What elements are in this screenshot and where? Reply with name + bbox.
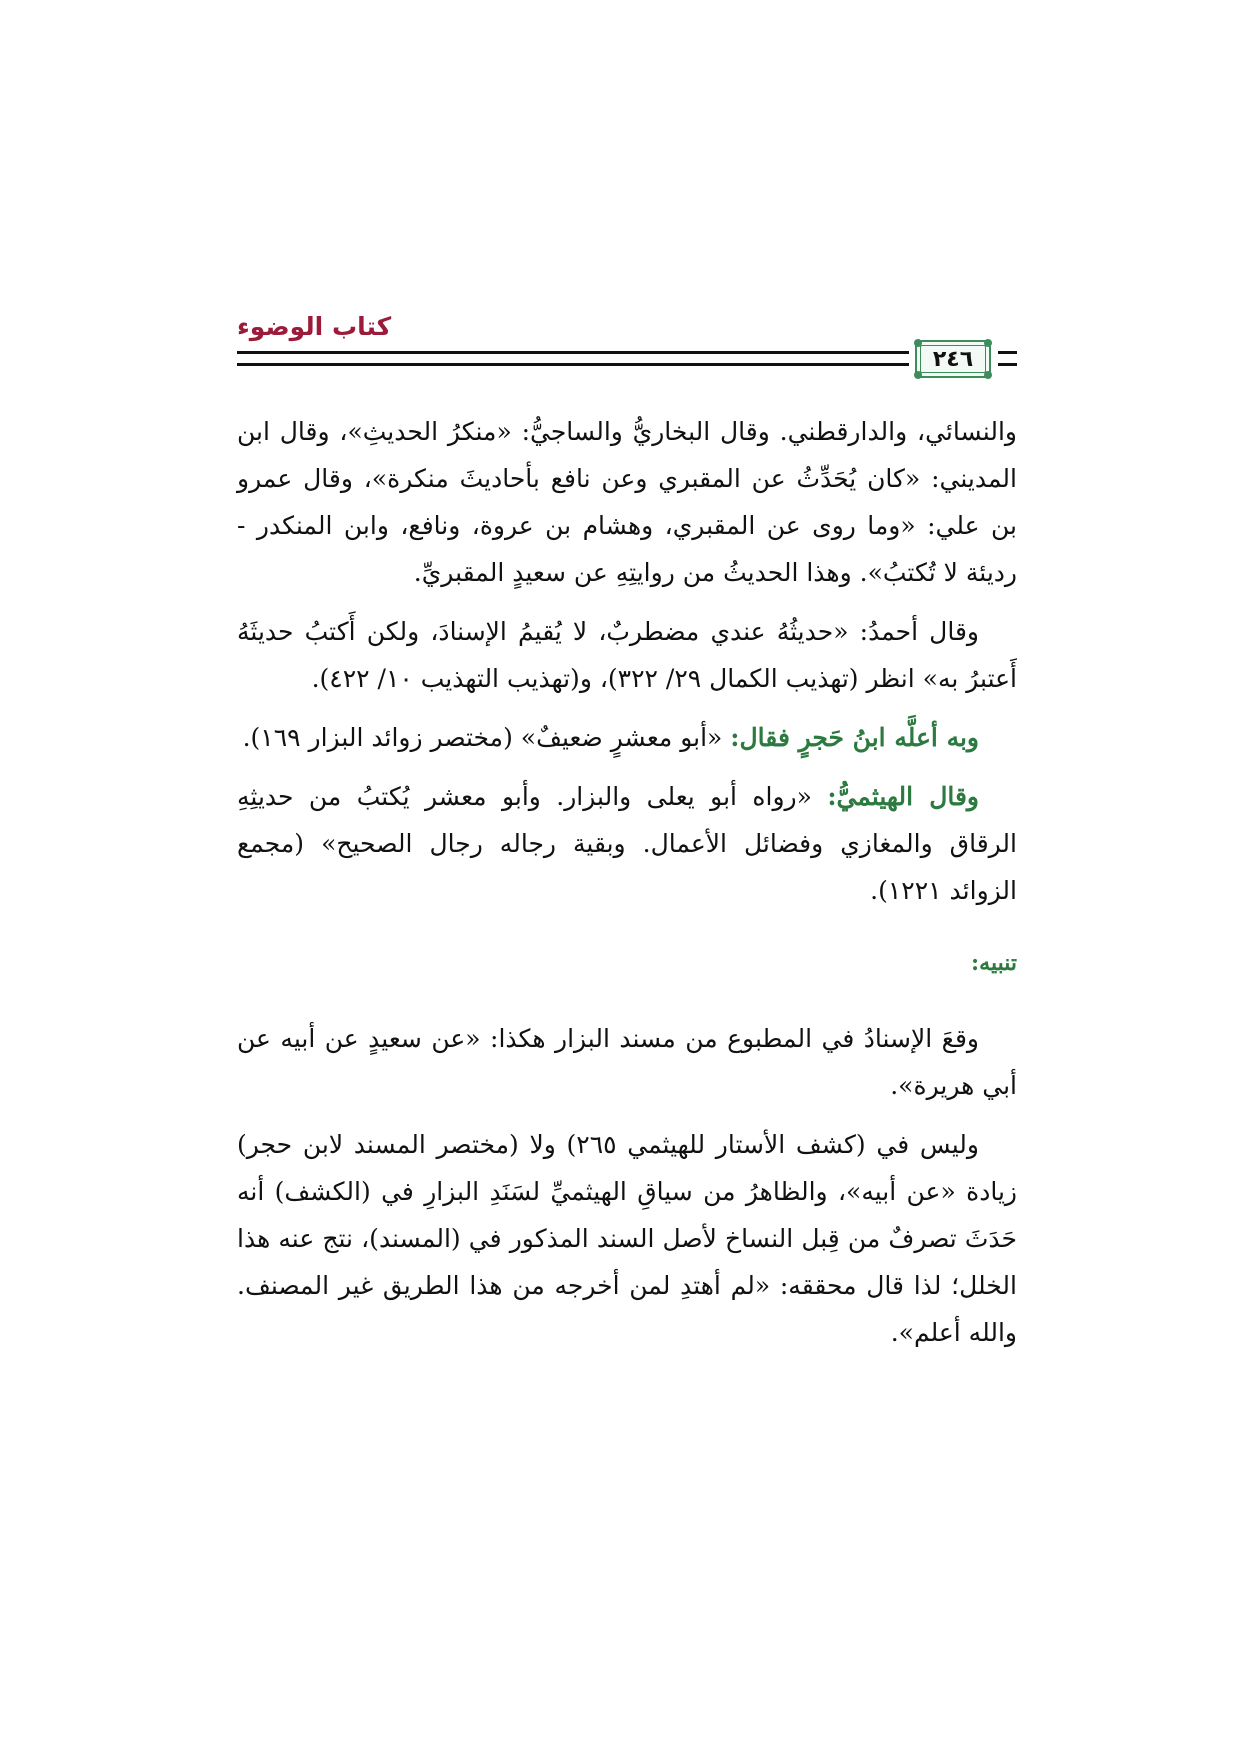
reference-lead-ibn-hajar: وبه أعلَّه ابنُ حَجرٍ فقال:: [730, 723, 979, 752]
paragraph-1: والنسائي، والدارقطني. وقال البخاريُّ والساجيُّ: «منكرُ الحديثِ»، وقال ابن المديني: «كان يُحَدِّثُ عن المقبري وعن نافع بأحاديثَ منكرة»، وقال عمرو بن علي: «وما روى عن المقبري، وهشام بن عروة، ونافع، وابن المنكدر - رديئة لا تُكتبُ». وهذا الحديثُ من روايتِهِ عن سعيدٍ المقبريِّ.: [237, 417, 1017, 587]
header-rule-bottom-right: [998, 363, 1017, 366]
reference-lead-haythami: وقال الهيثميُّ:: [827, 782, 979, 811]
page-number-frame: [915, 340, 991, 378]
paragraph-4-body: «رواه أبو يعلى والبزار. وأبو معشر يُكتبُ من حديثِهِ الرقاق والمغازي وفضائل الأعمال. وبقية رجاله رجال الصحيح» (مجمع الزوائد ١٢٢١).: [237, 782, 1017, 905]
paragraph-4: [237, 773, 1017, 914]
paragraph-3-body: «أبو معشرٍ ضعيفٌ» (مختصر زوائد البزار ١٦٩).: [242, 723, 731, 752]
paragraph-3: [237, 714, 1017, 761]
paragraph-2: وقال أحمدُ: «حديثُهُ عندي مضطربٌ، لا يُقيمُ الإسنادَ، ولكن أَكتبُ حديثَهُ أَعتبرُ به» انظر (تهذيب الكمال ٢٩/ ٣٢٢)، و(تهذيب التهذيب ١٠/ ٤٢٢).: [237, 617, 1017, 693]
note-heading: تنبيه:: [971, 950, 1017, 976]
header-rule-top-right: [998, 351, 1017, 354]
header-rule-top-left: [237, 351, 909, 354]
page-number: ٢٤٦: [932, 346, 974, 372]
paragraph-5: وقعَ الإسنادُ في المطبوع من مسند البزار هكذا: «عن سعيدٍ عن أبيه عن أبي هريرة».: [237, 1024, 1017, 1100]
paragraph-6: وليس في (كشف الأستار للهيثمي ٢٦٥) ولا (مختصر المسند لابن حجر) زيادة «عن أبيه»، والظاهرُ من سياقِ الهيثميِّ لسَنَدِ البزارِ في (الكشف) أنه حَدَثَ تصرفٌ من قِبل النساخ لأصل السند المذكور في (المسند)، نتج عنه هذا الخلل؛ لذا قال محققه: «لم أهتدِ لمن أخرجه من هذا الطريق غير المصنف. والله أعلم».: [237, 1130, 1017, 1347]
running-title: كتاب الوضوء: [237, 312, 392, 341]
header-rule-bottom-left: [237, 363, 909, 366]
body-text: [237, 408, 1017, 1368]
